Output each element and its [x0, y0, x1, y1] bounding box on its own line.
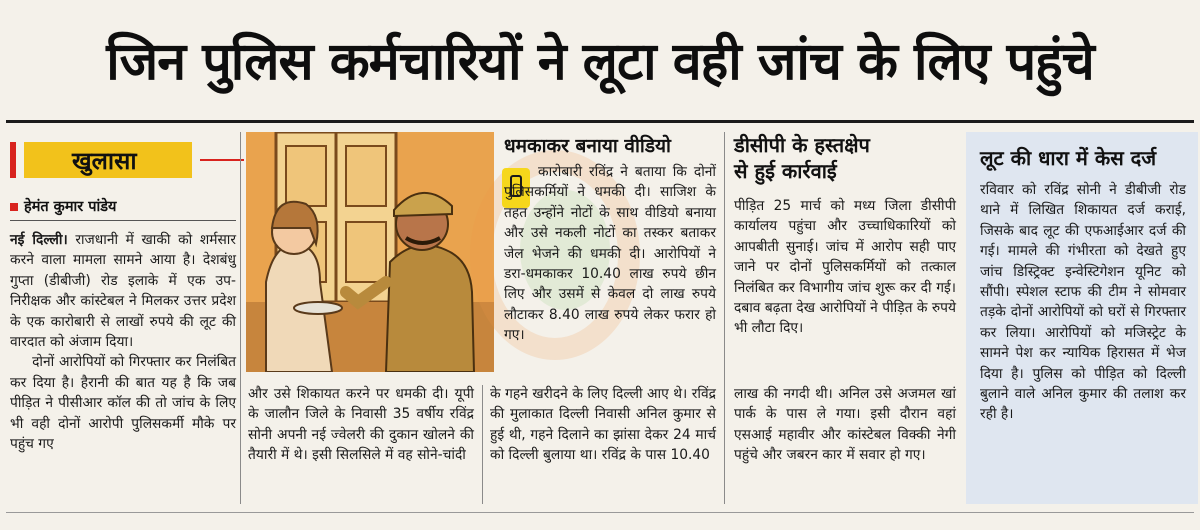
dcp-heading-line-1: डीसीपी के हस्तक्षेप — [734, 133, 870, 157]
illustration-scene — [246, 132, 494, 372]
video-text: कारोबारी रविंद्र ने बताया कि दोनों पुलिसकर्मियों ने धमकी दी। साजिश के तहत उन्होंने नोटों के साथ वीडियो बनाया और उसे नकली नोटों का तस्कर बताकर जेल भेजने की धमकी दी। आरोपियों ने डरा-धमकाकर 10.40 लाख रुपये छीन लिए और उसमें से केवल दो लाख रुपये लौटाकर 8.40 लाख रुपये लेकर फरार हो गए। — [504, 164, 716, 344]
dateline: नई दिल्ली। — [10, 232, 68, 248]
column-1-text — [10, 230, 236, 454]
column-1-paragraph-2 — [10, 352, 236, 454]
byline-rule — [10, 220, 236, 221]
bottom-rule — [6, 512, 1194, 513]
column-1-paragraph-1 — [10, 230, 236, 352]
byline-name: हेमंत कुमार पांडेय — [24, 199, 117, 215]
dcp-heading-line-2: से हुई कार्रवाई — [734, 159, 837, 183]
column-3-continued: के गहने खरीदने के लिए दिल्ली आए थे। रविंद्र की मुलाकात दिल्ली निवासी अनिल कुमार से हुई थी, गहने दिलाने का झांसा देकर 24 मार्च को दिल्ली बुलाया था। रविंद्र के पास 10.40 — [490, 386, 716, 464]
dcp-heading — [734, 132, 958, 184]
label-accent-bar — [10, 142, 16, 178]
dcp-text: पीड़ित 25 मार्च को मध्य जिला डीसीपी कार्यालय पहुंचा और उच्चाधिकारियों को आपबीती सुनाई। जांच में आरोप सही पाए जाने पर दोनों पुलिसकर्मियों को तत्काल निलंबित कर विभागीय जांच शुरू कर दी गई। दबाव बढ़ता देख आरोपियों ने पीड़ित के रुपये भी लौटा दिए। — [734, 198, 956, 337]
byline — [10, 196, 238, 216]
illustration — [246, 132, 494, 372]
column-rule-2 — [482, 385, 483, 504]
sidebar-text: रविवार को रविंद्र सोनी ने डीबीजी रोड थाने में लिखित शिकायत दर्ज कराई, जिसके बाद लूट की एफआईआर दर्ज की गई। मामले की गंभीरता को देखते हुए जांच डिस्ट्रिक्ट इन्वेस्टिगेशन यूनिट को सौंपी। स्पेशल स्टाफ की टीम ने सोमवार तड़के दोनों आरोपियों को घरों से गिरफ्तार कर लिया। आरोपियों को मजिस्ट्रेट के सामने पेश कर न्यायिक हिरासत में भेज दिया है। पुलिस को पीड़ित को दिल्ली बुलाने वाले अनिल कुमार की तलाश कर रही है। — [980, 182, 1186, 423]
byline-square-icon — [10, 203, 18, 211]
column-2-continued: और उसे शिकायत करने पर धमकी दी। यूपी के जालौन जिले के निवासी 35 वर्षीय रविंद्र सोनी अपनी नई ज्वेलरी की दुकान खोलने की तैयारी में थे। इसी सिलसिले में वह सोने-चांदी — [248, 386, 474, 464]
sidebar-box — [966, 132, 1198, 504]
headline-rule — [6, 120, 1194, 123]
column-1-paragraph-1-text: राजधानी में खाकी को शर्मसार करने वाला मामला सामने आया है। देशबंधु गुप्ता (डीबीजी) रोड इलाके में एक उप-निरीक्षक और कांस्टेबल ने मिलकर उत्तर प्रदेश के एक कारोबारी से लाखों रुपये की लूट की वारदात को अंजाम दिया। — [10, 232, 237, 351]
label-accent-line — [200, 159, 244, 161]
column-rule-1 — [240, 132, 241, 504]
column-rule-3 — [724, 132, 725, 504]
column-1-paragraph-2-text: दोनों आरोपियों को गिरफ्तार कर निलंबित कर दिया है। हैरानी की बात यह है कि जब पीड़ित ने पीसीआर कॉल की तो जांच के लिए भी वही दोनों आरोपी पुलिसकर्मी मौके पर पहुंच गए — [10, 354, 236, 453]
video-heading: धमकाकर बनाया वीडियो — [504, 135, 671, 157]
label-box — [24, 142, 192, 178]
section-label — [10, 142, 230, 178]
label-text: खुलासा — [72, 146, 137, 175]
sidebar-heading: लूट की धारा में केस दर्ज — [980, 146, 1157, 170]
column-4-continued: लाख की नगदी थी। अनिल उसे अजमल खां पार्क के पास ले गया। इसी दौरान वहां एसआई महावीर और कांस्टेबल विक्की नेगी पहुंचे और जबरन कार में सवार हो गए। — [734, 386, 956, 464]
headline: जिन पुलिस कर्मचारियों ने लूटा वही जांच के लिए पहुंचे — [106, 31, 1094, 92]
